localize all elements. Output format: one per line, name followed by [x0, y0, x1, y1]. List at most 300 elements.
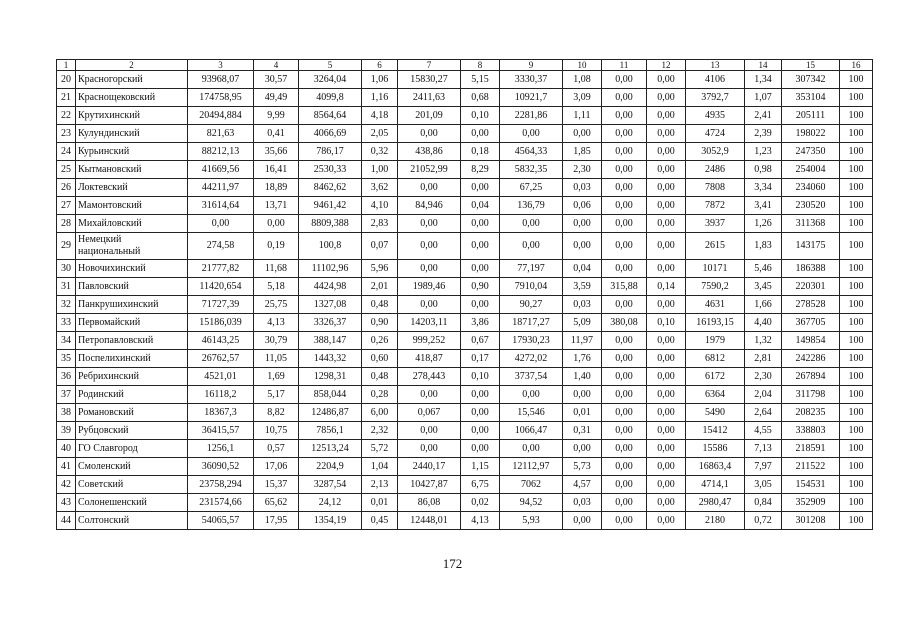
value-cell: 0,00 [602, 404, 647, 422]
value-cell: 0,32 [362, 143, 398, 161]
value-cell: 0,00 [647, 332, 686, 350]
row-index-cell: 29 [57, 233, 76, 260]
value-cell: 7856,1 [299, 422, 362, 440]
district-name-cell: Кытмановский [76, 161, 188, 179]
value-cell: 0,00 [647, 494, 686, 512]
value-cell: 2530,33 [299, 161, 362, 179]
value-cell: 25,75 [254, 296, 299, 314]
value-cell: 15830,27 [398, 71, 461, 89]
column-header: 10 [563, 60, 602, 71]
row-index-cell: 42 [57, 476, 76, 494]
value-cell: 23758,294 [188, 476, 254, 494]
value-cell: 17,95 [254, 512, 299, 530]
value-cell: 3,34 [745, 179, 782, 197]
value-cell: 15,546 [500, 404, 563, 422]
district-name-cell: Поспелихинский [76, 350, 188, 368]
value-cell: 5832,35 [500, 161, 563, 179]
value-cell: 0,00 [398, 440, 461, 458]
value-cell: 247350 [782, 143, 840, 161]
row-index-cell: 33 [57, 314, 76, 332]
value-cell: 0,18 [461, 143, 500, 161]
value-cell: 3,62 [362, 179, 398, 197]
value-cell: 36415,57 [188, 422, 254, 440]
value-cell: 11420,654 [188, 278, 254, 296]
value-cell: 0,00 [563, 233, 602, 260]
value-cell: 2,13 [362, 476, 398, 494]
value-cell: 15586 [686, 440, 745, 458]
value-cell: 0,48 [362, 368, 398, 386]
value-cell: 1,66 [745, 296, 782, 314]
value-cell: 0,01 [362, 494, 398, 512]
district-name-cell: Локтевский [76, 179, 188, 197]
value-cell: 0,19 [254, 233, 299, 260]
value-cell: 0,067 [398, 404, 461, 422]
value-cell: 1,69 [254, 368, 299, 386]
table-row [57, 215, 873, 233]
value-cell: 0,00 [461, 125, 500, 143]
value-cell: 418,87 [398, 350, 461, 368]
value-cell: 2,64 [745, 404, 782, 422]
value-cell: 100 [840, 332, 873, 350]
value-cell: 0,00 [647, 107, 686, 125]
value-cell: 16193,15 [686, 314, 745, 332]
value-cell: 143175 [782, 233, 840, 260]
value-cell: 100 [840, 368, 873, 386]
value-cell: 352909 [782, 494, 840, 512]
value-cell: 0,00 [398, 179, 461, 197]
table-row [57, 296, 873, 314]
value-cell: 3,05 [745, 476, 782, 494]
value-cell: 367705 [782, 314, 840, 332]
value-cell: 0,00 [188, 215, 254, 233]
value-cell: 4521,01 [188, 368, 254, 386]
value-cell: 0,00 [602, 179, 647, 197]
district-name-cell: Романовский [76, 404, 188, 422]
value-cell: 1354,19 [299, 512, 362, 530]
value-cell: 5,73 [563, 458, 602, 476]
value-cell: 1443,32 [299, 350, 362, 368]
value-cell: 2,05 [362, 125, 398, 143]
value-cell: 3,41 [745, 197, 782, 215]
value-cell: 100 [840, 512, 873, 530]
value-cell: 0,00 [461, 233, 500, 260]
value-cell: 0,00 [647, 422, 686, 440]
table-row [57, 332, 873, 350]
value-cell: 13,71 [254, 197, 299, 215]
value-cell: 242286 [782, 350, 840, 368]
value-cell: 274,58 [188, 233, 254, 260]
row-index-cell: 36 [57, 368, 76, 386]
value-cell: 0,00 [602, 350, 647, 368]
value-cell: 353104 [782, 89, 840, 107]
value-cell: 2,41 [745, 107, 782, 125]
table-row [57, 89, 873, 107]
value-cell: 4724 [686, 125, 745, 143]
value-cell: 0,00 [461, 386, 500, 404]
value-cell: 5,15 [461, 71, 500, 89]
district-name-cell: Курьинский [76, 143, 188, 161]
value-cell: 11102,96 [299, 260, 362, 278]
district-name-cell: Солтонский [76, 512, 188, 530]
value-cell: 100 [840, 440, 873, 458]
district-name-cell: Первомайский [76, 314, 188, 332]
value-cell: 0,00 [563, 512, 602, 530]
value-cell: 7062 [500, 476, 563, 494]
value-cell: 7,13 [745, 440, 782, 458]
value-cell: 0,00 [602, 260, 647, 278]
value-cell: 3,09 [563, 89, 602, 107]
value-cell: 0,00 [602, 71, 647, 89]
value-cell: 0,00 [461, 296, 500, 314]
value-cell: 0,00 [398, 296, 461, 314]
value-cell: 10427,87 [398, 476, 461, 494]
row-index-cell: 44 [57, 512, 76, 530]
value-cell: 0,00 [647, 260, 686, 278]
header-row [57, 60, 873, 71]
value-cell: 2411,63 [398, 89, 461, 107]
value-cell: 1989,46 [398, 278, 461, 296]
table-row [57, 386, 873, 404]
value-cell: 0,00 [398, 215, 461, 233]
value-cell: 3264,04 [299, 71, 362, 89]
value-cell: 1979 [686, 332, 745, 350]
value-cell: 100 [840, 314, 873, 332]
value-cell: 35,66 [254, 143, 299, 161]
table-row [57, 476, 873, 494]
value-cell: 100 [840, 179, 873, 197]
value-cell: 3052,9 [686, 143, 745, 161]
value-cell: 438,86 [398, 143, 461, 161]
value-cell: 1,06 [362, 71, 398, 89]
value-cell: 67,25 [500, 179, 563, 197]
value-cell: 3737,54 [500, 368, 563, 386]
column-header: 7 [398, 60, 461, 71]
value-cell: 338803 [782, 422, 840, 440]
value-cell: 3330,37 [500, 71, 563, 89]
value-cell: 2281,86 [500, 107, 563, 125]
value-cell: 821,63 [188, 125, 254, 143]
value-cell: 12448,01 [398, 512, 461, 530]
value-cell: 100,8 [299, 233, 362, 260]
table-row [57, 161, 873, 179]
district-name-cell: Крутихинский [76, 107, 188, 125]
value-cell: 0,00 [647, 161, 686, 179]
value-cell: 4,18 [362, 107, 398, 125]
value-cell: 1,00 [362, 161, 398, 179]
value-cell: 3,45 [745, 278, 782, 296]
value-cell: 2,30 [745, 368, 782, 386]
value-cell: 5,96 [362, 260, 398, 278]
value-cell: 0,00 [602, 125, 647, 143]
value-cell: 10921,7 [500, 89, 563, 107]
value-cell: 5,93 [500, 512, 563, 530]
value-cell: 24,12 [299, 494, 362, 512]
value-cell: 11,97 [563, 332, 602, 350]
value-cell: 0,48 [362, 296, 398, 314]
value-cell: 1298,31 [299, 368, 362, 386]
table-row [57, 422, 873, 440]
value-cell: 1,34 [745, 71, 782, 89]
row-index-cell: 32 [57, 296, 76, 314]
table-row [57, 179, 873, 197]
table-row [57, 278, 873, 296]
value-cell: 0,03 [563, 296, 602, 314]
value-cell: 0,31 [563, 422, 602, 440]
value-cell: 0,14 [647, 278, 686, 296]
value-cell: 0,00 [461, 440, 500, 458]
value-cell: 4,13 [461, 512, 500, 530]
value-cell: 1066,47 [500, 422, 563, 440]
value-cell: 0,00 [602, 476, 647, 494]
value-cell: 0,26 [362, 332, 398, 350]
value-cell: 0,00 [461, 179, 500, 197]
value-cell: 0,00 [602, 440, 647, 458]
value-cell: 254004 [782, 161, 840, 179]
value-cell: 21052,99 [398, 161, 461, 179]
value-cell: 0,00 [563, 440, 602, 458]
table-row [57, 107, 873, 125]
value-cell: 0,00 [647, 197, 686, 215]
value-cell: 2615 [686, 233, 745, 260]
district-name-cell: Солонешенский [76, 494, 188, 512]
row-index-cell: 25 [57, 161, 76, 179]
value-cell: 6,75 [461, 476, 500, 494]
value-cell: 100 [840, 260, 873, 278]
value-cell: 5,72 [362, 440, 398, 458]
table-row [57, 404, 873, 422]
value-cell: 0,03 [563, 494, 602, 512]
district-name-cell: Ребрихинский [76, 368, 188, 386]
value-cell: 0,00 [647, 296, 686, 314]
value-cell: 100 [840, 233, 873, 260]
value-cell: 88212,13 [188, 143, 254, 161]
table-row [57, 458, 873, 476]
district-name-cell: Михайловский [76, 215, 188, 233]
table-body [57, 60, 873, 530]
value-cell: 786,17 [299, 143, 362, 161]
district-name-cell: Панкрушихинский [76, 296, 188, 314]
value-cell: 0,00 [563, 386, 602, 404]
table-row [57, 350, 873, 368]
value-cell: 0,68 [461, 89, 500, 107]
table-row [57, 233, 873, 260]
value-cell: 2,01 [362, 278, 398, 296]
value-cell: 0,00 [647, 89, 686, 107]
value-cell: 7,97 [745, 458, 782, 476]
value-cell: 9461,42 [299, 197, 362, 215]
value-cell: 0,00 [647, 71, 686, 89]
value-cell: 15,37 [254, 476, 299, 494]
value-cell: 311368 [782, 215, 840, 233]
value-cell: 9,99 [254, 107, 299, 125]
value-cell: 0,00 [398, 233, 461, 260]
value-cell: 0,00 [461, 404, 500, 422]
table-row [57, 125, 873, 143]
value-cell: 6364 [686, 386, 745, 404]
table-row [57, 368, 873, 386]
value-cell: 0,00 [602, 368, 647, 386]
value-cell: 0,00 [647, 233, 686, 260]
value-cell: 0,10 [461, 107, 500, 125]
value-cell: 0,00 [602, 143, 647, 161]
value-cell: 4,40 [745, 314, 782, 332]
value-cell: 100 [840, 215, 873, 233]
row-index-cell: 37 [57, 386, 76, 404]
value-cell: 3792,7 [686, 89, 745, 107]
value-cell: 2,83 [362, 215, 398, 233]
row-index-cell: 22 [57, 107, 76, 125]
value-cell: 0,41 [254, 125, 299, 143]
value-cell: 49,49 [254, 89, 299, 107]
value-cell: 0,17 [461, 350, 500, 368]
value-cell: 17,06 [254, 458, 299, 476]
district-name-cell: Петропавловский [76, 332, 188, 350]
value-cell: 186388 [782, 260, 840, 278]
value-cell: 0,60 [362, 350, 398, 368]
table-row [57, 143, 873, 161]
column-header: 15 [782, 60, 840, 71]
value-cell: 0,00 [602, 512, 647, 530]
row-index-cell: 39 [57, 422, 76, 440]
value-cell: 0,72 [745, 512, 782, 530]
row-index-cell: 26 [57, 179, 76, 197]
value-cell: 1,08 [563, 71, 602, 89]
value-cell: 100 [840, 71, 873, 89]
row-index-cell: 23 [57, 125, 76, 143]
value-cell: 14203,11 [398, 314, 461, 332]
value-cell: 0,00 [461, 215, 500, 233]
value-cell: 0,04 [563, 260, 602, 278]
value-cell: 5,18 [254, 278, 299, 296]
row-index-cell: 41 [57, 458, 76, 476]
value-cell: 1,15 [461, 458, 500, 476]
value-cell: 100 [840, 350, 873, 368]
value-cell: 4066,69 [299, 125, 362, 143]
row-index-cell: 30 [57, 260, 76, 278]
value-cell: 0,00 [461, 260, 500, 278]
value-cell: 136,79 [500, 197, 563, 215]
value-cell: 4424,98 [299, 278, 362, 296]
value-cell: 1,32 [745, 332, 782, 350]
value-cell: 0,84 [745, 494, 782, 512]
value-cell: 100 [840, 458, 873, 476]
value-cell: 30,57 [254, 71, 299, 89]
value-cell: 5490 [686, 404, 745, 422]
value-cell: 46143,25 [188, 332, 254, 350]
value-cell: 5,46 [745, 260, 782, 278]
value-cell: 0,90 [461, 278, 500, 296]
value-cell: 16863,4 [686, 458, 745, 476]
value-cell: 0,28 [362, 386, 398, 404]
value-cell: 2,32 [362, 422, 398, 440]
value-cell: 208235 [782, 404, 840, 422]
value-cell: 0,00 [563, 215, 602, 233]
column-header: 3 [188, 60, 254, 71]
row-index-cell: 24 [57, 143, 76, 161]
column-header: 5 [299, 60, 362, 71]
value-cell: 18367,3 [188, 404, 254, 422]
value-cell: 100 [840, 278, 873, 296]
value-cell: 278528 [782, 296, 840, 314]
value-cell: 0,00 [461, 422, 500, 440]
value-cell: 7808 [686, 179, 745, 197]
value-cell: 5,09 [563, 314, 602, 332]
value-cell: 0,00 [563, 125, 602, 143]
value-cell: 100 [840, 197, 873, 215]
district-name-cell: Родинский [76, 386, 188, 404]
value-cell: 18,89 [254, 179, 299, 197]
value-cell: 0,00 [254, 215, 299, 233]
value-cell: 0,67 [461, 332, 500, 350]
value-cell: 0,00 [602, 161, 647, 179]
district-name-cell: Краснощековский [76, 89, 188, 107]
value-cell: 231574,66 [188, 494, 254, 512]
value-cell: 94,52 [500, 494, 563, 512]
value-cell: 0,00 [398, 386, 461, 404]
value-cell: 0,00 [647, 458, 686, 476]
value-cell: 0,00 [602, 215, 647, 233]
value-cell: 307342 [782, 71, 840, 89]
value-cell: 0,00 [647, 179, 686, 197]
value-cell: 7872 [686, 197, 745, 215]
table-row [57, 512, 873, 530]
value-cell: 100 [840, 296, 873, 314]
value-cell: 10,75 [254, 422, 299, 440]
row-index-cell: 28 [57, 215, 76, 233]
value-cell: 4714,1 [686, 476, 745, 494]
value-cell: 12486,87 [299, 404, 362, 422]
value-cell: 100 [840, 125, 873, 143]
value-cell: 18717,27 [500, 314, 563, 332]
value-cell: 2440,17 [398, 458, 461, 476]
value-cell: 301208 [782, 512, 840, 530]
value-cell: 311798 [782, 386, 840, 404]
value-cell: 2,30 [563, 161, 602, 179]
value-cell: 6,00 [362, 404, 398, 422]
value-cell: 999,252 [398, 332, 461, 350]
value-cell: 2,81 [745, 350, 782, 368]
value-cell: 0,00 [647, 512, 686, 530]
value-cell: 315,88 [602, 278, 647, 296]
value-cell: 30,79 [254, 332, 299, 350]
value-cell: 11,68 [254, 260, 299, 278]
value-cell: 0,06 [563, 197, 602, 215]
value-cell: 2,04 [745, 386, 782, 404]
value-cell: 2204,9 [299, 458, 362, 476]
value-cell: 0,00 [647, 368, 686, 386]
value-cell: 0,00 [647, 350, 686, 368]
value-cell: 16118,2 [188, 386, 254, 404]
row-index-cell: 31 [57, 278, 76, 296]
value-cell: 0,00 [647, 386, 686, 404]
value-cell: 0,00 [602, 197, 647, 215]
value-cell: 174758,95 [188, 89, 254, 107]
row-index-cell: 34 [57, 332, 76, 350]
column-header: 12 [647, 60, 686, 71]
district-name-cell: Мамонтовский [76, 197, 188, 215]
row-index-cell: 38 [57, 404, 76, 422]
district-name-cell: ГО Славгород [76, 440, 188, 458]
value-cell: 17930,23 [500, 332, 563, 350]
value-cell: 0,00 [398, 260, 461, 278]
column-header: 1 [57, 60, 76, 71]
value-cell: 4,13 [254, 314, 299, 332]
value-cell: 0,00 [647, 215, 686, 233]
value-cell: 41669,56 [188, 161, 254, 179]
value-cell: 1,07 [745, 89, 782, 107]
district-name-cell: Рубцовский [76, 422, 188, 440]
value-cell: 0,07 [362, 233, 398, 260]
